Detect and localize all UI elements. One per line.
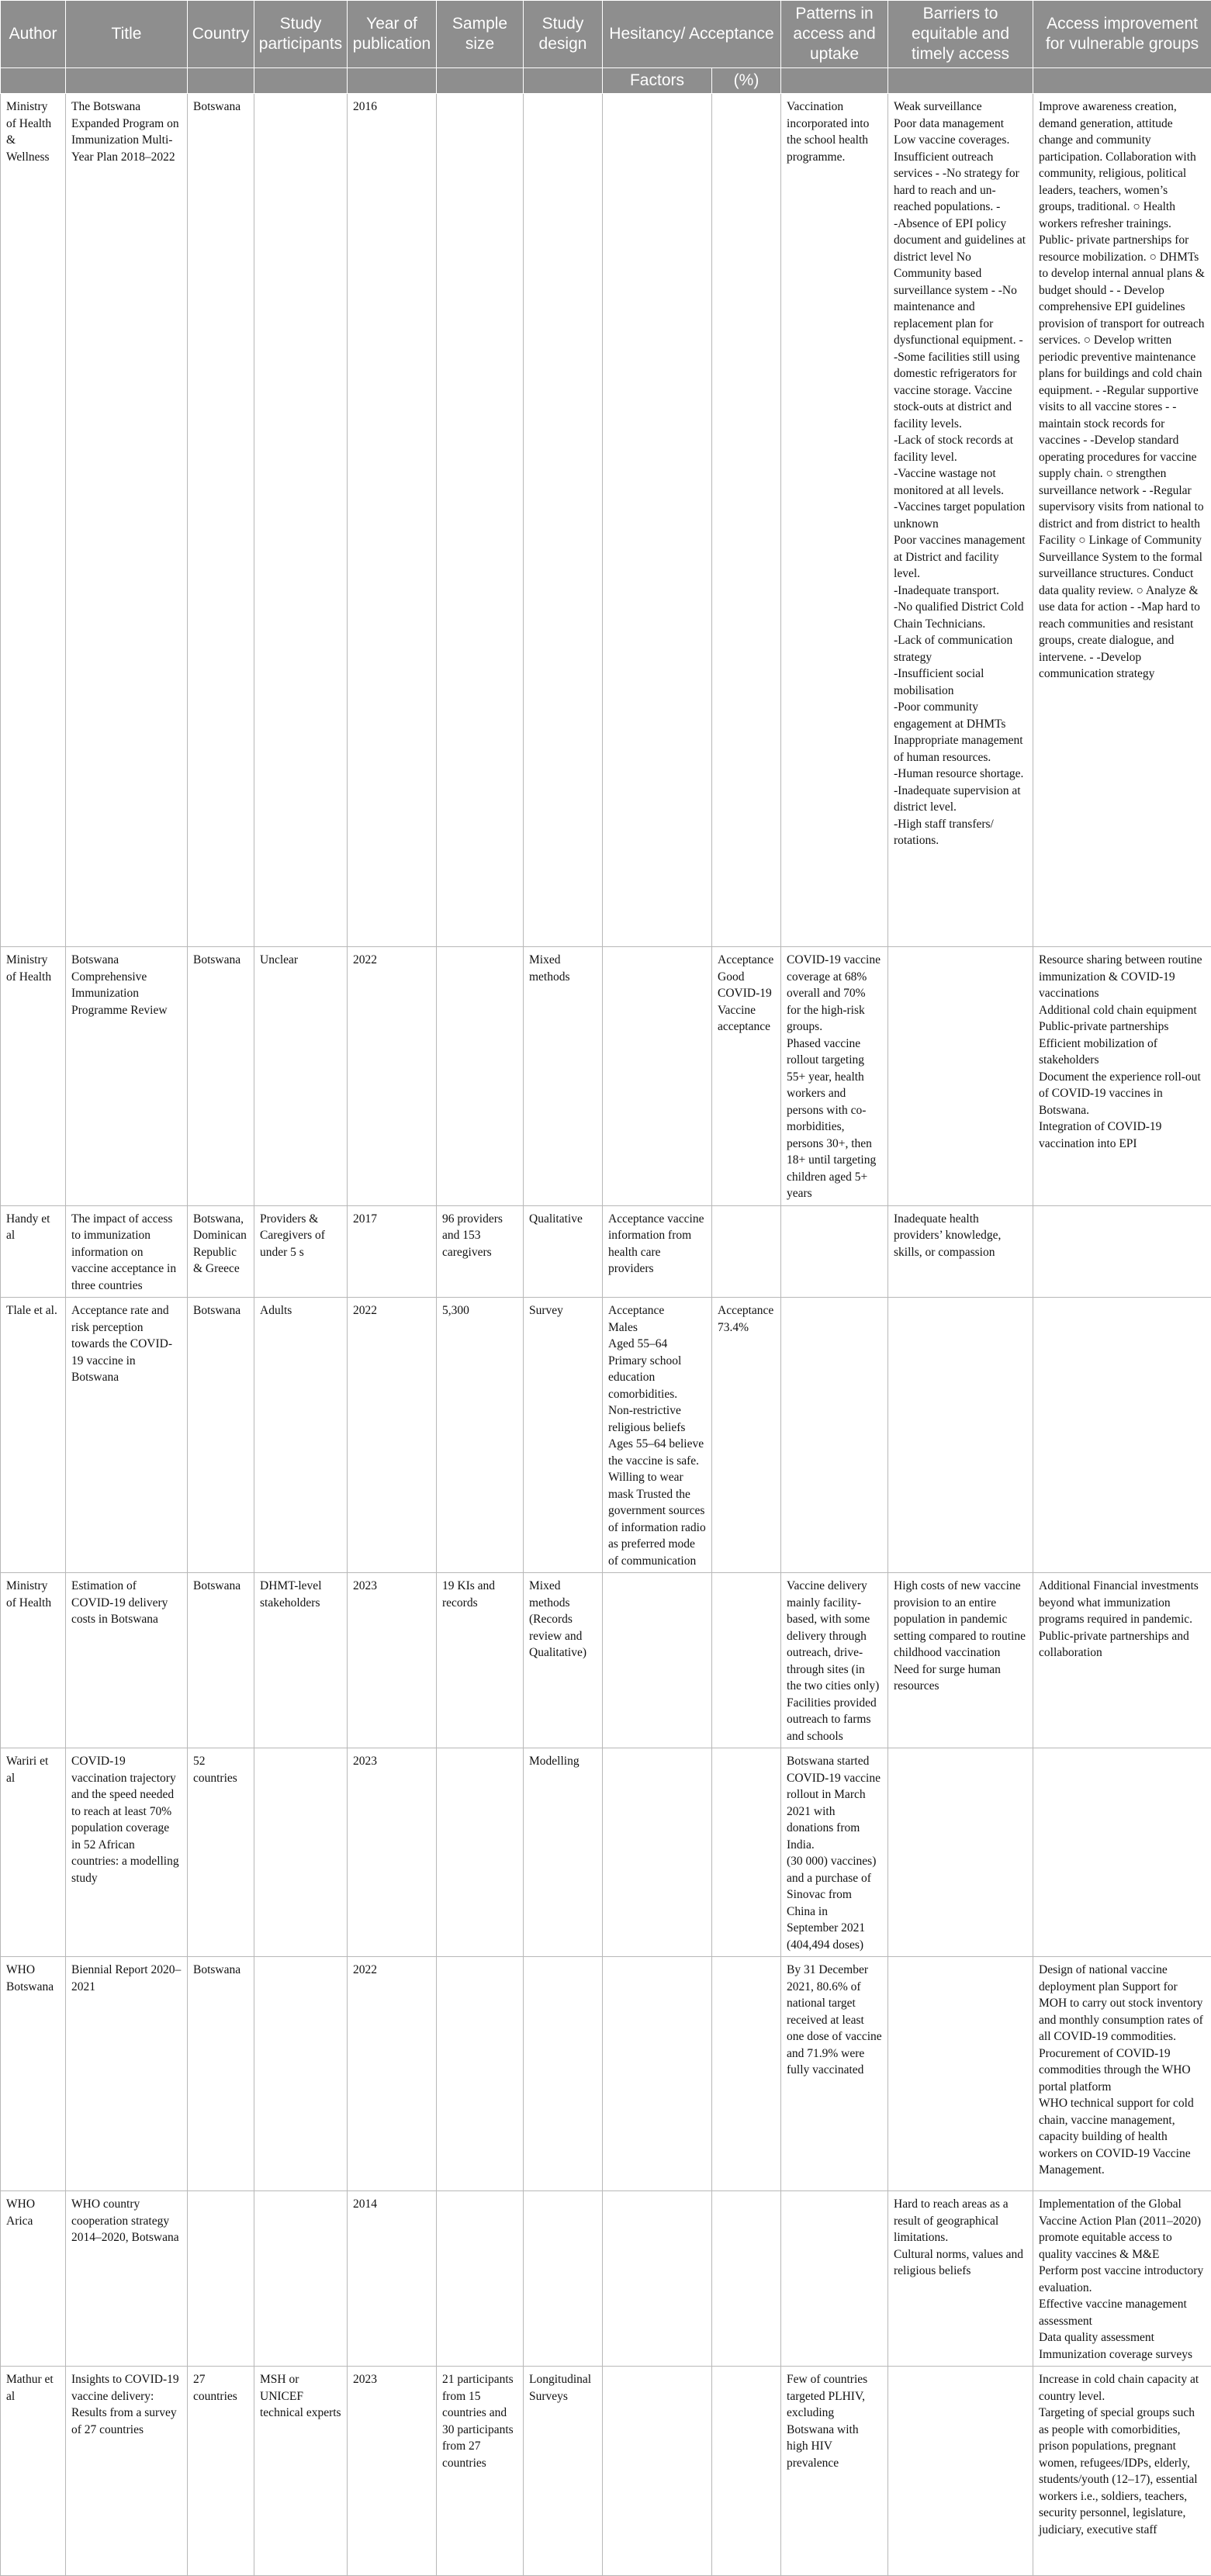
cell-patterns: Vaccination incorporated into the school health programme.: [781, 94, 888, 947]
cell-factors: [603, 1573, 712, 1748]
cell-title: Insights to COVID-19 vaccine delivery: Results from a survey of 27 countries: [66, 2367, 188, 2576]
subheader-empty: [888, 68, 1033, 94]
cell-improvement: Improve awareness creation, demand generation, attitude change and community participation. Collaboration with community, religious, political leaders, teachers, women’s groups, traditional. ○ Health workers refresher trainings. Public- private partnerships for resource mobilization. ○ DHMTs to develop internal annual plans & budget should - - Develop comprehensive EPI guidelines provision of transport for outreach services. ○ Develop written periodic preventive maintenance plans for buildings and cold chain equipment. - -Regular supportive visits to all vaccine stores - -maintain stock records for vaccines - -Develop standard operating procedures for vaccine supply chain. ○ strengthen surveillance network - -Regular supervisory visits from national to district and from district to health Facility ○ Linkage of Community Surveillance System to the formal surveillance structures. Conduct data quality review. ○ Analyze & use data for action - -Map hard to reach communities and resistant groups, create dialogue, and intervene. - -Develop communication strategy: [1033, 94, 1211, 947]
subheader-row: [1, 68, 1211, 94]
table-row: [1, 1205, 1211, 1298]
cell-year: 2022: [348, 947, 437, 1206]
cell-design: Longitudinal Surveys: [524, 2367, 603, 2576]
cell-author: WHO Botswana: [1, 1957, 66, 2191]
cell-sample: [437, 1957, 524, 2191]
cell-improvement: Resource sharing between routine immunization & COVID-19 vaccinations Additional cold chain equipment Public-private partnerships Efficient mobilization of stakeholders Document the experience roll-out of COVID-19 vaccines in Botswana. Integration of COVID-19 vaccination into EPI: [1033, 947, 1211, 1206]
table-row: [1, 947, 1211, 1206]
cell-barriers: Hard to reach areas as a result of geographical limitations. Cultural norms, values and religious beliefs: [888, 2191, 1033, 2367]
cell-barriers: [888, 1298, 1033, 1573]
cell-country: Botswana: [188, 1957, 254, 2191]
cell-barriers: High costs of new vaccine provision to an entire population in pandemic setting compared to routine childhood vaccination Need for surge human resources: [888, 1573, 1033, 1748]
subheader-empty: [781, 68, 888, 94]
subheader-factors: Factors: [603, 68, 712, 94]
cell-patterns: [781, 1298, 888, 1573]
cell-factors: [603, 947, 712, 1206]
cell-country: Botswana: [188, 947, 254, 1206]
cell-participants: [254, 1748, 348, 1957]
cell-pct: [712, 1573, 781, 1748]
cell-design: [524, 2191, 603, 2367]
cell-patterns: Botswana started COVID-19 vaccine rollout in March 2021 with donations from India. (30 000) vaccines) and a purchase of Sinovac from China in September 2021 (404,494 doses): [781, 1748, 888, 1957]
subheader-empty: [254, 68, 348, 94]
cell-pct: [712, 94, 781, 947]
subheader-empty: [437, 68, 524, 94]
cell-improvement: [1033, 1205, 1211, 1298]
header-patterns: Patterns in access and uptake: [781, 1, 888, 68]
cell-country: Botswana: [188, 94, 254, 947]
table-row: [1, 1957, 1211, 2191]
cell-improvement: Increase in cold chain capacity at country level. Targeting of special groups such as people with comorbidities, prison populations, pregnant women, refugees/IDPs, elderly, students/youth (12–17), essential workers i.e., soldiers, teachers, security personnel, legislature, judiciary, executive staff: [1033, 2367, 1211, 2576]
cell-pct: Acceptance 73.4%: [712, 1298, 781, 1573]
cell-sample: [437, 1748, 524, 1957]
cell-participants: Unclear: [254, 947, 348, 1206]
cell-factors: Acceptance vaccine information from health care providers: [603, 1205, 712, 1298]
header-year: Year of publication: [348, 1, 437, 68]
table-row: [1, 2191, 1211, 2367]
cell-patterns: COVID-19 vaccine coverage at 68% overall and 70% for the high-risk groups. Phased vaccine rollout targeting 55+ year, health workers and persons with co-morbidities, persons 30+, then 18+ until targeting children aged 5+ years: [781, 947, 888, 1206]
cell-author: Ministry of Health: [1, 947, 66, 1206]
cell-barriers: Inadequate health providers’ knowledge, skills, or compassion: [888, 1205, 1033, 1298]
subheader-pct: (%): [712, 68, 781, 94]
cell-country: Botswana: [188, 1573, 254, 1748]
cell-participants: [254, 1957, 348, 2191]
cell-participants: DHMT-level stakeholders: [254, 1573, 348, 1748]
cell-year: 2016: [348, 94, 437, 947]
cell-title: The Botswana Expanded Program on Immunization Multi-Year Plan 2018–2022: [66, 94, 188, 947]
cell-year: 2023: [348, 1748, 437, 1957]
header-country: Country: [188, 1, 254, 68]
cell-author: Mathur et al: [1, 2367, 66, 2576]
cell-pct: [712, 1748, 781, 1957]
cell-author: Ministry of Health: [1, 1573, 66, 1748]
header-improvement: Access improvement for vulnerable groups: [1033, 1, 1211, 68]
cell-sample: 96 providers and 153 caregivers: [437, 1205, 524, 1298]
cell-country: 52 countries: [188, 1748, 254, 1957]
cell-participants: MSH or UNICEF technical experts: [254, 2367, 348, 2576]
cell-participants: Adults: [254, 1298, 348, 1573]
cell-design: [524, 1957, 603, 2191]
cell-patterns: Vaccine delivery mainly facility-based, with some delivery through outreach, drive-through sites (in the two cities only) Facilities provided outreach to farms and schools: [781, 1573, 888, 1748]
cell-design: Modelling: [524, 1748, 603, 1957]
cell-design: Survey: [524, 1298, 603, 1573]
header-author: Author: [1, 1, 66, 68]
cell-pct: [712, 2191, 781, 2367]
cell-factors: [603, 1957, 712, 2191]
table-row: [1, 2367, 1211, 2576]
cell-country: Botswana: [188, 1298, 254, 1573]
cell-sample: 21 participants from 15 countries and 30 participants from 27 countries: [437, 2367, 524, 2576]
cell-country: Botswana, Dominican Republic & Greece: [188, 1205, 254, 1298]
cell-title: WHO country cooperation strategy 2014–2020, Botswana: [66, 2191, 188, 2367]
table-row: [1, 1573, 1211, 1748]
cell-author: Ministry of Health & Wellness: [1, 94, 66, 947]
cell-improvement: Implementation of the Global Vaccine Action Plan (2011–2020) promote equitable access to quality vaccines & M&E Perform post vaccine introductory evaluation. Effective vaccine management assessment Data quality assessment Immunization coverage surveys: [1033, 2191, 1211, 2367]
cell-author: WHO Arica: [1, 2191, 66, 2367]
cell-country: 27 countries: [188, 2367, 254, 2576]
cell-barriers: [888, 1748, 1033, 1957]
cell-participants: [254, 2191, 348, 2367]
cell-factors: [603, 2191, 712, 2367]
subheader-empty: [66, 68, 188, 94]
cell-year: 2022: [348, 1957, 437, 2191]
cell-design: Mixed methods: [524, 947, 603, 1206]
cell-patterns: Few of countries targeted PLHIV, excluding Botswana with high HIV prevalence: [781, 2367, 888, 2576]
cell-factors: Acceptance Males Aged 55–64 Primary school education comorbidities. Non-restrictive religious beliefs Ages 55–64 believe the vaccine is safe. Willing to wear mask Trusted the government sources of information radio as preferred mode of communication: [603, 1298, 712, 1573]
cell-sample: [437, 2191, 524, 2367]
cell-pct: [712, 1205, 781, 1298]
table-row: [1, 1748, 1211, 1957]
table-row: [1, 1298, 1211, 1573]
cell-factors: [603, 2367, 712, 2576]
cell-pct: [712, 2367, 781, 2576]
subheader-empty: [1033, 68, 1211, 94]
header-row: [1, 1, 1211, 68]
cell-sample: 5,300: [437, 1298, 524, 1573]
cell-design: Qualitative: [524, 1205, 603, 1298]
table-row: [1, 94, 1211, 947]
cell-year: 2023: [348, 2367, 437, 2576]
cell-improvement: [1033, 1748, 1211, 1957]
cell-title: Botswana Comprehensive Immunization Programme Review: [66, 947, 188, 1206]
cell-author: Handy et al: [1, 1205, 66, 1298]
cell-barriers: [888, 2367, 1033, 2576]
cell-participants: Providers & Caregivers of under 5 s: [254, 1205, 348, 1298]
header-sample: Sample size: [437, 1, 524, 68]
cell-patterns: [781, 2191, 888, 2367]
cell-year: 2023: [348, 1573, 437, 1748]
cell-pct: [712, 1957, 781, 2191]
cell-improvement: Additional Financial investments beyond what immunization programs required in pandemic. Public-private partnerships and collaboration: [1033, 1573, 1211, 1748]
cell-title: The impact of access to immunization information on vaccine acceptance in three countries: [66, 1205, 188, 1298]
cell-title: COVID-19 vaccination trajectory and the speed needed to reach at least 70% population coverage in 52 African countries: a modelling study: [66, 1748, 188, 1957]
cell-barriers: [888, 947, 1033, 1206]
cell-design: [524, 94, 603, 947]
cell-barriers: [888, 1957, 1033, 2191]
cell-patterns: [781, 1205, 888, 1298]
cell-factors: [603, 94, 712, 947]
cell-sample: [437, 94, 524, 947]
subheader-empty: [348, 68, 437, 94]
cell-pct: Acceptance Good COVID-19 Vaccine acceptance: [712, 947, 781, 1206]
cell-patterns: By 31 December 2021, 80.6% of national target received at least one dose of vaccine and 71.9% were fully vaccinated: [781, 1957, 888, 2191]
header-hesitancy: Hesitancy/ Acceptance: [603, 1, 781, 68]
cell-title: Biennial Report 2020–2021: [66, 1957, 188, 2191]
subheader-empty: [1, 68, 66, 94]
cell-title: Estimation of COVID-19 delivery costs in Botswana: [66, 1573, 188, 1748]
cell-author: Wariri et al: [1, 1748, 66, 1957]
header-participants: Study participants: [254, 1, 348, 68]
cell-title: Acceptance rate and risk perception towards the COVID-19 vaccine in Botswana: [66, 1298, 188, 1573]
cell-participants: [254, 94, 348, 947]
cell-barriers: Weak surveillance Poor data management Low vaccine coverages. Insufficient outreach services - -No strategy for hard to reach and un-reached populations. - -Absence of EPI policy document and guidelines at district level No Community based surveillance system - -No maintenance and replacement plan for dysfunctional equipment. - -Some facilities still using domestic refrigerators for vaccine storage. Vaccine stock-outs at district and facility levels. -Lack of stock records at facility level. -Vaccine wastage not monitored at all levels. -Vaccines target population unknown Poor vaccines management at District and facility level. -Inadequate transport. -No qualified District Cold Chain Technicians. -Lack of communication strategy -Insufficient social mobilisation -Poor community engagement at DHMTs Inappropriate management of human resources. -Human resource shortage. -Inadequate supervision at district level. -High staff transfers/ rotations.: [888, 94, 1033, 947]
cell-year: 2017: [348, 1205, 437, 1298]
cell-sample: 19 KIs and records: [437, 1573, 524, 1748]
cell-factors: [603, 1748, 712, 1957]
cell-design: Mixed methods (Records review and Qualitative): [524, 1573, 603, 1748]
table-body: [1, 94, 1211, 2576]
cell-country: [188, 2191, 254, 2367]
cell-sample: [437, 947, 524, 1206]
cell-author: Tlale et al.: [1, 1298, 66, 1573]
header-design: Study design: [524, 1, 603, 68]
header-title: Title: [66, 1, 188, 68]
subheader-empty: [188, 68, 254, 94]
header-barriers: Barriers to equitable and timely access: [888, 1, 1033, 68]
cell-year: 2022: [348, 1298, 437, 1573]
cell-improvement: [1033, 1298, 1211, 1573]
subheader-empty: [524, 68, 603, 94]
cell-year: 2014: [348, 2191, 437, 2367]
cell-improvement: Design of national vaccine deployment plan Support for MOH to carry out stock inventory and monthly consumption rates of all COVID-19 commodities. Procurement of COVID-19 commodities through the WHO portal platform WHO technical support for cold chain, vaccine management, capacity building of health workers on COVID-19 Vaccine Management.: [1033, 1957, 1211, 2191]
